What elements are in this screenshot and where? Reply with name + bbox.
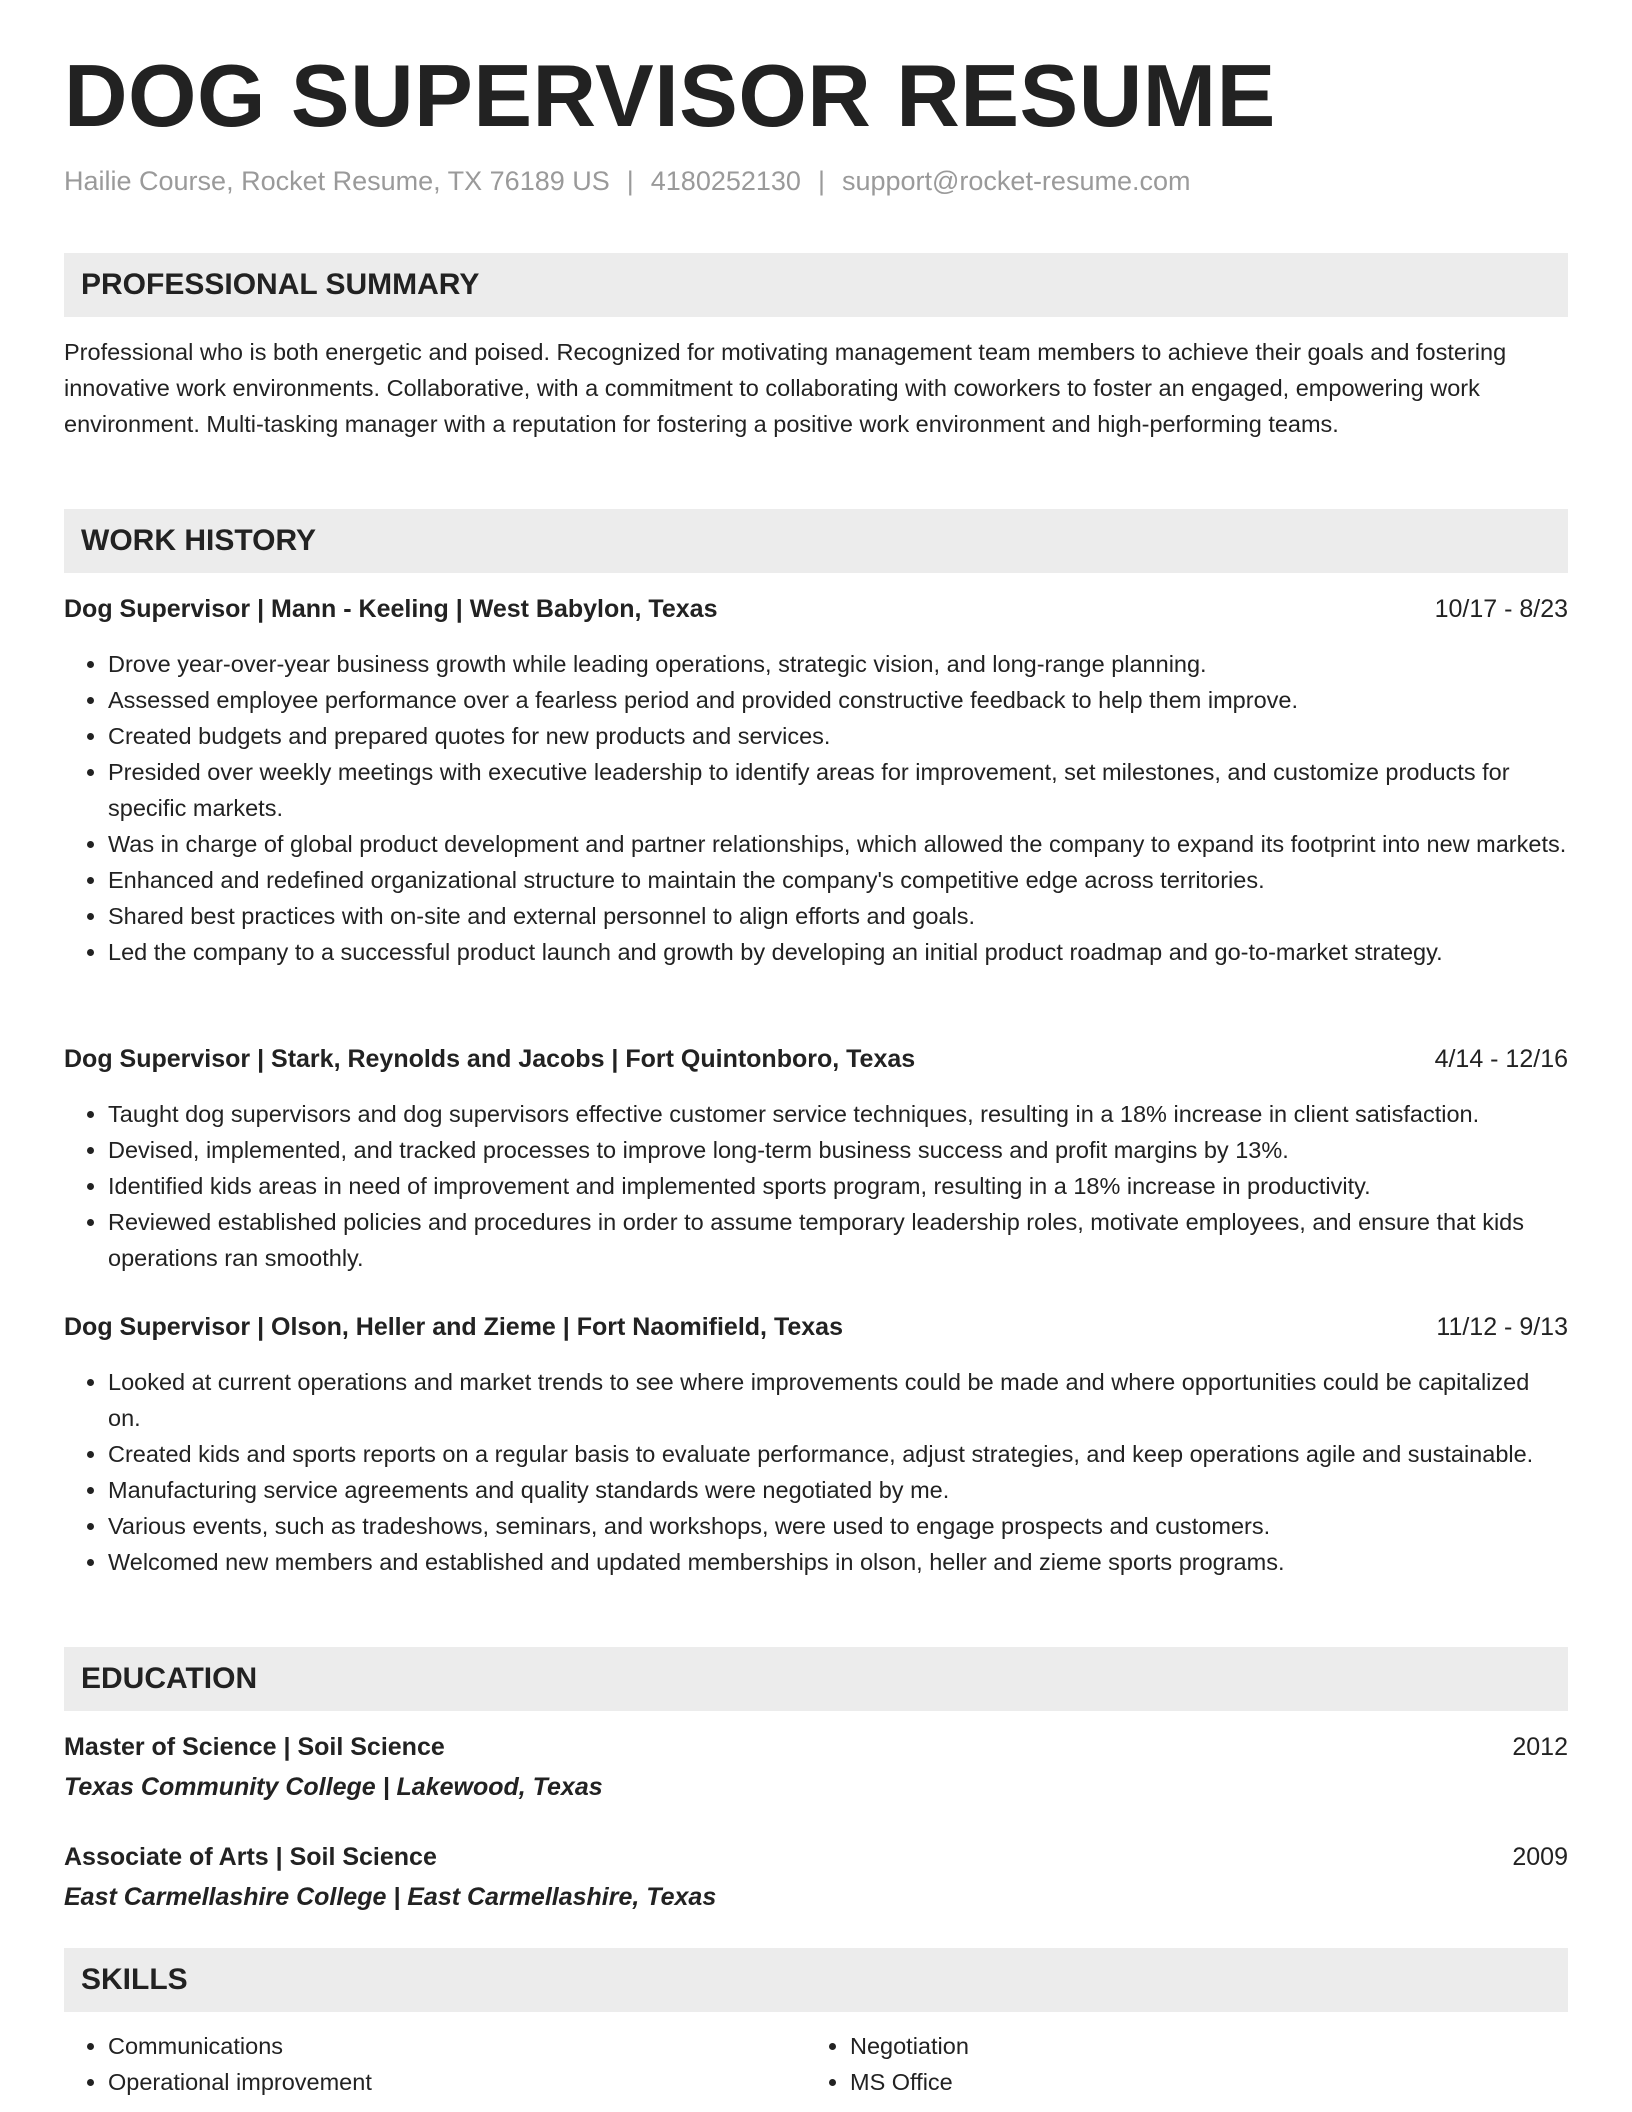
contact-phone: 4180252130 <box>650 166 801 196</box>
job-bullets <box>64 1364 1568 1580</box>
job-dates: 11/12 - 9/13 <box>1436 1313 1568 1341</box>
education-year: 2012 <box>1512 1733 1568 1761</box>
section-header-summary <box>64 253 1568 317</box>
list-item: • Was in charge of global product development and partner relationships, which allowed the company to expand its footprint into new markets. <box>108 826 1568 862</box>
section-title: WORK HISTORY <box>81 524 317 557</box>
list-item: • Welcomed new members and established and updated memberships in olson, heller and zieme sports programs. <box>108 1544 1568 1580</box>
education-header <box>64 1842 1568 1872</box>
job-header <box>64 594 1568 624</box>
list-item: • Identified kids areas in need of improvement and implemented sports program, resulting in a 18% increase in productivity. <box>108 1168 1568 1204</box>
skill-item: • Operational improvement <box>108 2064 764 2100</box>
list-item: • Presided over weekly meetings with executive leadership to identify areas for improvement, set milestones, and customize products for specific markets. <box>108 754 1568 826</box>
degree-title: Master of Science | Soil Science <box>64 1733 445 1761</box>
list-item: • Drove year-over-year business growth while leading operations, strategic vision, and long-range planning. <box>108 646 1568 682</box>
list-item: • Reviewed established policies and procedures in order to assume temporary leadership roles, motivate employees, and ensure that kids operations ran smoothly. <box>108 1204 1568 1276</box>
section-title: SKILLS <box>81 1963 188 1996</box>
skill-item: • Communications <box>108 2028 764 2064</box>
degree-title: Associate of Arts | Soil Science <box>64 1843 437 1871</box>
job-title: Dog Supervisor | Olson, Heller and Zieme | Fort Naomifield, Texas <box>64 1313 843 1341</box>
education-school: East Carmellashire College | East Carmellashire, Texas <box>64 1883 717 1911</box>
page-title: DOG SUPERVISOR RESUME <box>64 46 1276 145</box>
section-title: PROFESSIONAL SUMMARY <box>81 268 480 301</box>
contact-separator: | <box>626 166 634 196</box>
list-item: • Created kids and sports reports on a regular basis to evaluate performance, adjust strategies, and keep operations agile and sustainable. <box>108 1436 1568 1472</box>
summary-text: Professional who is both energetic and poised. Recognized for motivating management team members to achieve their goals and fostering innovative work environments. Collaborative, with a commitment to collaborating with coworkers to foster an engaged, empowering work environment. Multi-tasking manager with a reputation for fostering a positive work environment and high-performing teams. <box>64 339 1507 437</box>
list-item: • Devised, implemented, and tracked processes to improve long-term business success and profit margins by 13%. <box>108 1132 1568 1168</box>
list-item: • Manufacturing service agreements and quality standards were negotiated by me. <box>108 1472 1568 1508</box>
job-bullets <box>64 646 1568 970</box>
job-dates: 4/14 - 12/16 <box>1434 1045 1568 1073</box>
job-dates: 10/17 - 8/23 <box>1434 595 1568 623</box>
education-school: Texas Community College | Lakewood, Texas <box>64 1773 603 1801</box>
list-item: • Looked at current operations and market trends to see where improvements could be made and where opportunities could be capitalized on. <box>108 1364 1568 1436</box>
education-header <box>64 1732 1568 1762</box>
section-header-skills <box>64 1948 1568 2012</box>
job-header <box>64 1044 1568 1074</box>
contact-line <box>64 166 1190 197</box>
job-title: Dog Supervisor | Stark, Reynolds and Jacobs | Fort Quintonboro, Texas <box>64 1045 916 1073</box>
section-title: EDUCATION <box>81 1662 258 1695</box>
job-title: Dog Supervisor | Mann - Keeling | West Babylon, Texas <box>64 595 718 623</box>
education-year: 2009 <box>1512 1843 1568 1871</box>
contact-separator: | <box>817 166 825 196</box>
list-item: • Taught dog supervisors and dog supervisors effective customer service techniques, resulting in a 18% increase in client satisfaction. <box>108 1096 1568 1132</box>
list-item: • Various events, such as tradeshows, seminars, and workshops, were used to engage prospects and customers. <box>108 1508 1568 1544</box>
job-header <box>64 1312 1568 1342</box>
section-header-work <box>64 509 1568 573</box>
skills-list-left <box>64 2028 764 2100</box>
contact-email: support@rocket-resume.com <box>841 166 1191 196</box>
job-bullets <box>64 1096 1568 1276</box>
list-item: • Enhanced and redefined organizational structure to maintain the company's competitive edge across territories. <box>108 862 1568 898</box>
list-item: • Assessed employee performance over a fearless period and provided constructive feedback to help them improve. <box>108 682 1568 718</box>
list-item: • Led the company to a successful product launch and growth by developing an initial product roadmap and go-to-market strategy. <box>108 934 1568 970</box>
list-item: • Created budgets and prepared quotes for new products and services. <box>108 718 1568 754</box>
skill-item: • Negotiation <box>850 2028 1506 2064</box>
skills-list-right <box>806 2028 1506 2100</box>
section-header-education <box>64 1647 1568 1711</box>
contact-address: Hailie Course, Rocket Resume, TX 76189 US <box>64 166 610 196</box>
list-item: • Shared best practices with on-site and external personnel to align efforts and goals. <box>108 898 1568 934</box>
skill-item: • MS Office <box>850 2064 1506 2100</box>
